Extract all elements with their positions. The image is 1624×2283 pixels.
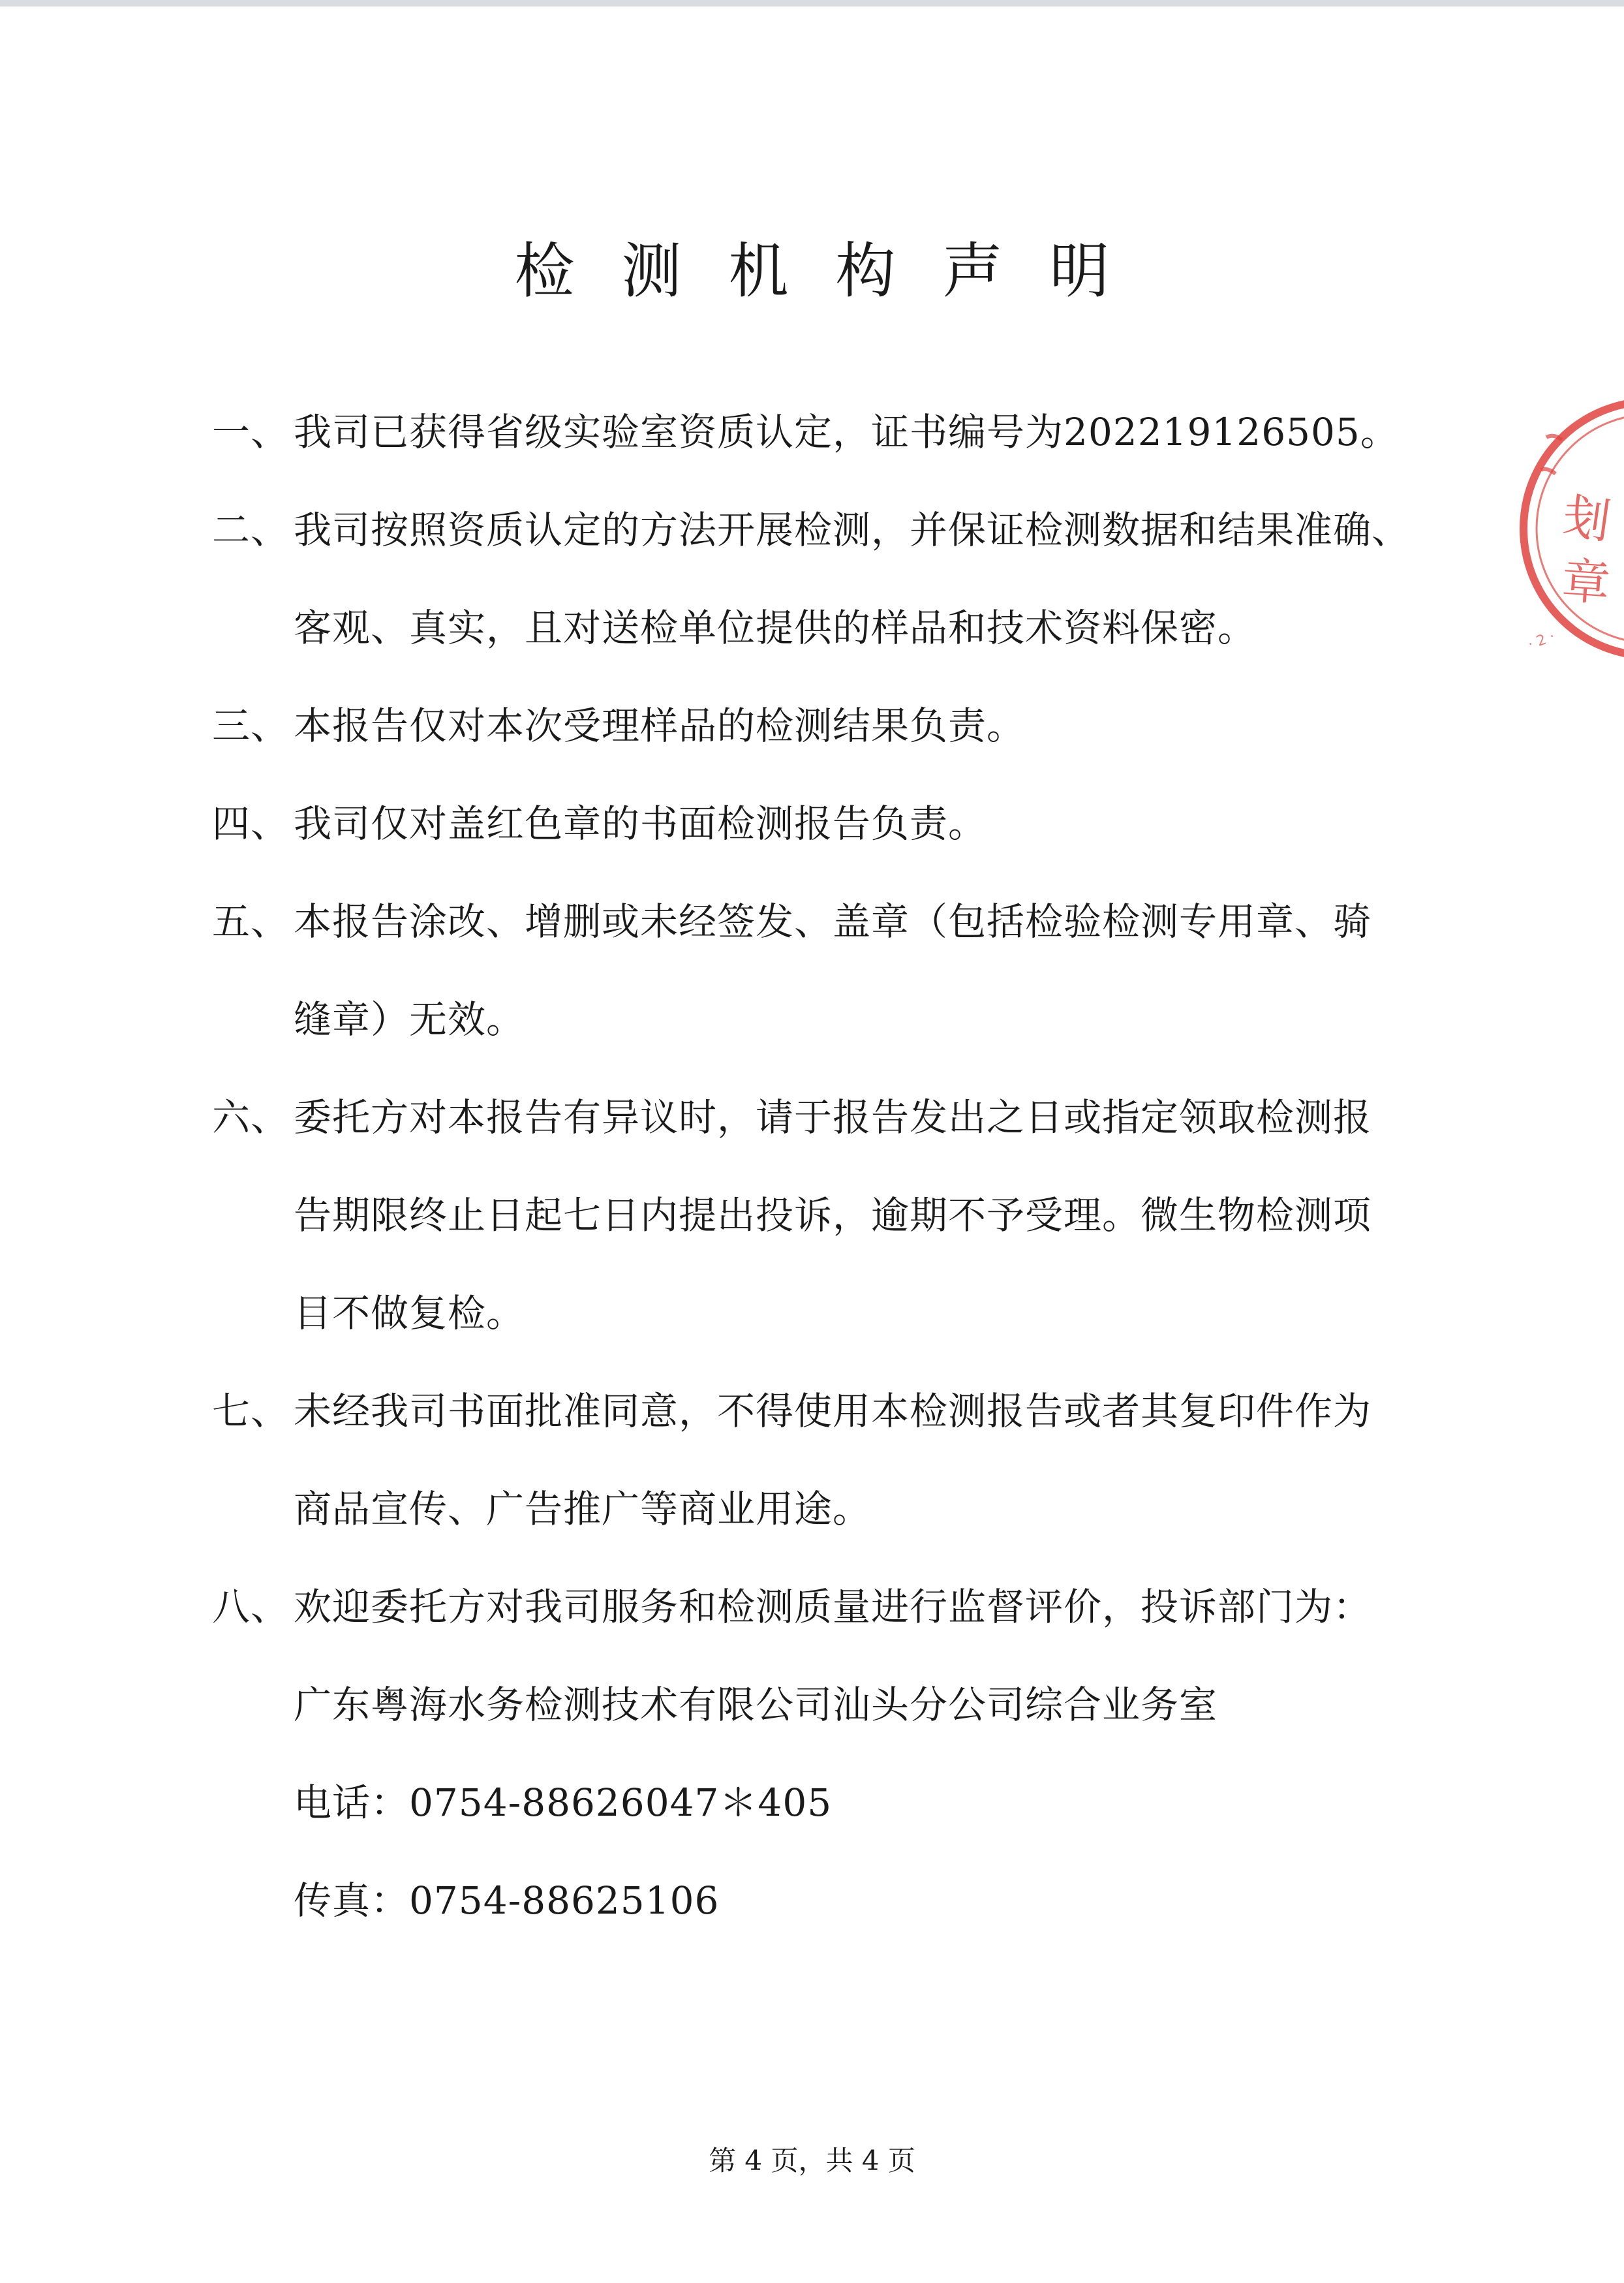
item-text: 告期限终止日起七日内提出投诉，逾期不予受理。微生物检测项	[294, 1193, 1372, 1237]
item-text: 我司已获得省级实验室资质认定，证书编号为202219126505。	[294, 410, 1399, 454]
item-text: 电话：0754-88626047＊405	[294, 1780, 833, 1825]
item-text: 本报告仅对本次受理样品的检测结果负责。	[294, 704, 1026, 748]
item-text: 未经我司书面批准同意，不得使用本检测报告或者其复印件作为	[294, 1389, 1372, 1433]
svg-text:刬: 刬	[1559, 488, 1615, 551]
item-number: 五、	[212, 899, 290, 944]
svg-text:章: 章	[1559, 553, 1612, 613]
item-number: 二、	[212, 508, 290, 552]
item-text: 欢迎委托方对我司服务和检测质量进行监督评价，投诉部门为：	[294, 1585, 1372, 1629]
scan-top-edge	[0, 0, 1624, 7]
item-text: 传真：0754-88625106	[294, 1878, 720, 1923]
item-text: 我司仅对盖红色章的书面检测报告负责。	[294, 801, 987, 846]
item-text: 我司按照资质认定的方法开展检测，并保证检测数据和结果准确、	[294, 508, 1411, 552]
item-number: 一、	[212, 410, 290, 454]
item-number: 八、	[212, 1585, 290, 1629]
item-text: 缝章）无效。	[294, 997, 525, 1042]
item-text: 广东粤海水务检测技术有限公司汕头分公司综合业务室	[294, 1683, 1218, 1727]
item-text: 委托方对本报告有异议时，请于报告发出之日或指定领取检测报	[294, 1095, 1372, 1140]
item-number: 三、	[212, 704, 290, 748]
item-text: 商品宣传、广告推广等商业用途。	[294, 1487, 872, 1531]
item-number: 六、	[212, 1095, 290, 1140]
item-number: 七、	[212, 1389, 290, 1433]
item-number: 四、	[212, 801, 290, 846]
document-title: 检测机构声明	[514, 236, 1157, 306]
item-text: 客观、真实，且对送检单位提供的样品和技术资料保密。	[294, 606, 1257, 650]
red-seal-stamp	[1501, 392, 1624, 666]
page-number-footer: 第 4 页，共 4 页	[709, 2145, 915, 2177]
item-text: 目不做复检。	[294, 1291, 525, 1335]
svg-text:· 2 ·: · 2 ·	[1525, 628, 1557, 653]
item-text: 本报告涂改、增删或未经签发、盖章（包括检验检测专用章、骑	[294, 899, 1372, 944]
